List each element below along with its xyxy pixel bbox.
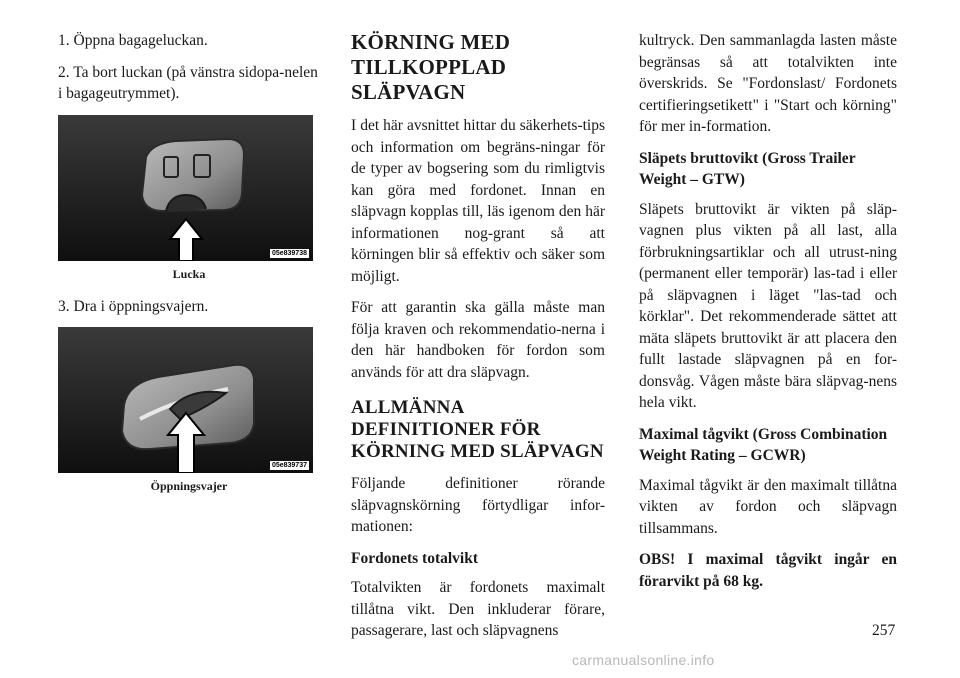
subheading: Maximal tågvikt (Gross Combination Weight Rating – GCWR) xyxy=(639,425,888,464)
subheading: Fordonets totalvikt xyxy=(351,549,479,567)
figure-caption: Öppningsvajer xyxy=(150,479,228,493)
column-middle xyxy=(351,30,605,652)
step-3: 3. Dra i öppningsvajern. xyxy=(58,297,209,315)
column-left xyxy=(58,30,320,508)
paragraph: Släpets bruttovikt är vikten på släp-vagnen plus vikten på all last, alla förbrukningsartiklar och all utrust-ning (permanent eller temporär) las-tad i eller på släpvagnen i läget "las-tad och körklar". Det rekommenderade sättet att mäta släpets bruttovikt är att placera den fullt lastade släpvagnen på en for-donsvåg. Vågen måste bära släpvag-nens hela vikt. xyxy=(639,200,897,411)
paragraph: I det här avsnittet hittar du säkerhets-tips och information om begräns-ningar för de typer av bogsering som du rimligtvis kan göra med fordonet. Innan en släpvagn kopplas till, läs igenom den här informationen nog-grant så att körningen blir så effektiv och säker som möjligt. xyxy=(351,117,605,285)
figure-caption: Lucka xyxy=(172,266,206,281)
figure-code: 05e839737 xyxy=(271,462,307,469)
paragraph: Totalvikten är fordonets maximalt tillåtna vikt. Den inkluderar förare, passagerare, last och släpvagnens xyxy=(351,579,605,639)
column-right xyxy=(639,30,897,602)
hatch-illustration xyxy=(58,115,313,261)
subheading: Släpets bruttovikt (Gross Trailer Weight – GTW) xyxy=(639,149,856,188)
figure-oppningsvajer xyxy=(58,327,313,473)
release-cable-illustration xyxy=(58,327,313,473)
note: OBS! I maximal tågvikt ingår en förarvikt på 68 kg. xyxy=(639,551,897,590)
figure-code: 05e839738 xyxy=(271,249,307,257)
watermark: carmanualsonline.info xyxy=(572,652,715,668)
page-number: 257 xyxy=(872,622,896,639)
figure-lucka xyxy=(58,115,313,261)
section-heading: KÖRNING MED TILLKOPPLAD SLÄPVAGN xyxy=(351,30,511,104)
paragraph: För att garantin ska gälla måste man följa kraven och rekommendatio-nerna i den här handboken för fordon som används för att dra släpvagn. xyxy=(351,299,605,381)
paragraph: Maximal tågvikt är den maximalt tillåtna vikten av fordon och släpvagn tillsammans. xyxy=(639,476,897,537)
paragraph: kultryck. Den sammanlagda lasten måste begränsas så att totalvikten inte överskrids. Se "Fordonslast/ Fordonets certifieringsetikett" i "Start och körning" för mer in-formation. xyxy=(639,32,897,135)
step-2: 2. Ta bort luckan (på vänstra sidopa-nelen i bagageutrymmet). xyxy=(58,63,318,102)
paragraph: Följande definitioner rörande släpvagnskörning förtydligar infor-mationen: xyxy=(351,475,605,535)
section-heading: ALLMÄNNA DEFINITIONER FÖR KÖRNING MED SLÄPVAGN xyxy=(351,397,604,462)
step-1: 1. Öppna bagageluckan. xyxy=(58,32,208,49)
